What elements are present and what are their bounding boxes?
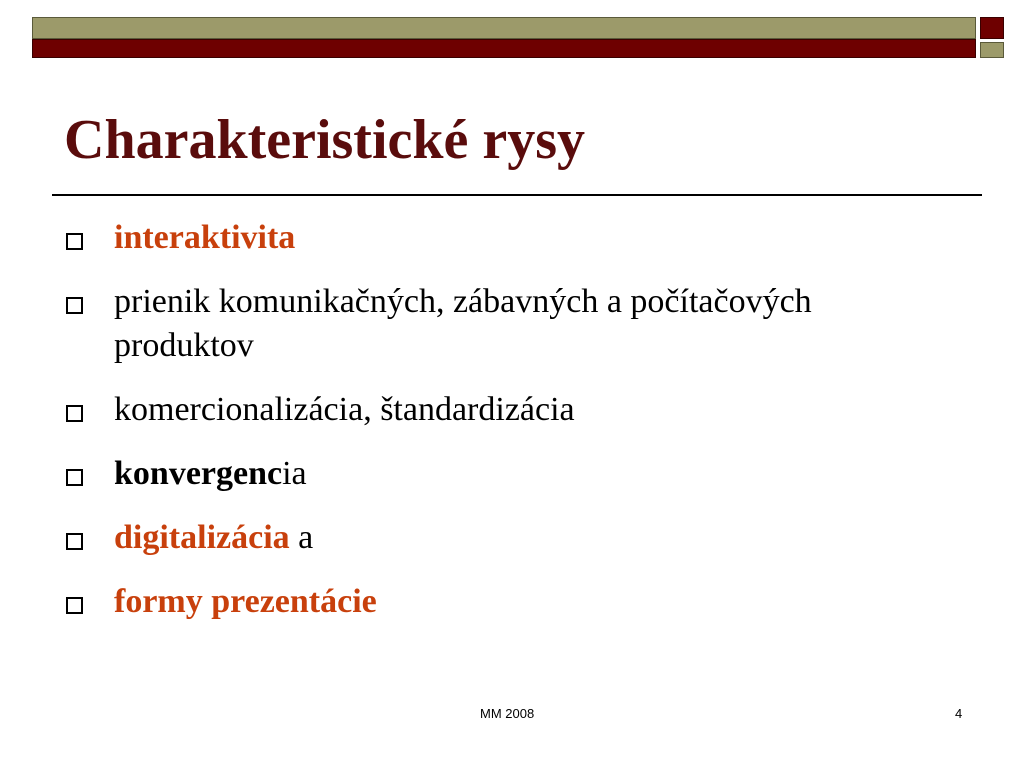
slide-title: Charakteristické rysy xyxy=(64,109,586,171)
page-number: 4 xyxy=(955,706,963,721)
bullet-text-bold: konvergenc xyxy=(114,455,283,492)
square-bullet-icon xyxy=(66,533,83,550)
bullet-item xyxy=(64,516,944,560)
square-bullet-icon xyxy=(66,597,83,614)
bullet-item xyxy=(64,216,944,260)
bullet-text: prienik komunikačných, zábavných a počítačových produktov xyxy=(114,283,812,364)
bullet-text-normal: ia xyxy=(282,455,307,492)
header-square-maroon xyxy=(980,17,1004,39)
bullet-item xyxy=(64,580,944,624)
bullet-text: komercionalizácia, štandardizácia xyxy=(114,391,575,428)
header-bar-olive xyxy=(32,17,976,39)
footer-label: MM 2008 xyxy=(480,706,535,721)
square-bullet-icon xyxy=(66,297,83,314)
title-divider xyxy=(52,194,982,196)
square-bullet-icon xyxy=(66,469,83,486)
header-bar-maroon xyxy=(32,39,976,58)
bullet-list xyxy=(64,216,944,644)
bullet-item xyxy=(64,280,944,368)
square-bullet-icon xyxy=(66,233,83,250)
bullet-text-highlight: digitalizácia xyxy=(114,519,290,556)
square-bullet-icon xyxy=(66,405,83,422)
bullet-text: interaktivita xyxy=(114,219,296,256)
bullet-text: formy prezentácie xyxy=(114,583,377,620)
bullet-item xyxy=(64,388,944,432)
header-square-olive xyxy=(980,42,1004,58)
bullet-item xyxy=(64,452,944,496)
bullet-text-normal: a xyxy=(289,519,314,556)
